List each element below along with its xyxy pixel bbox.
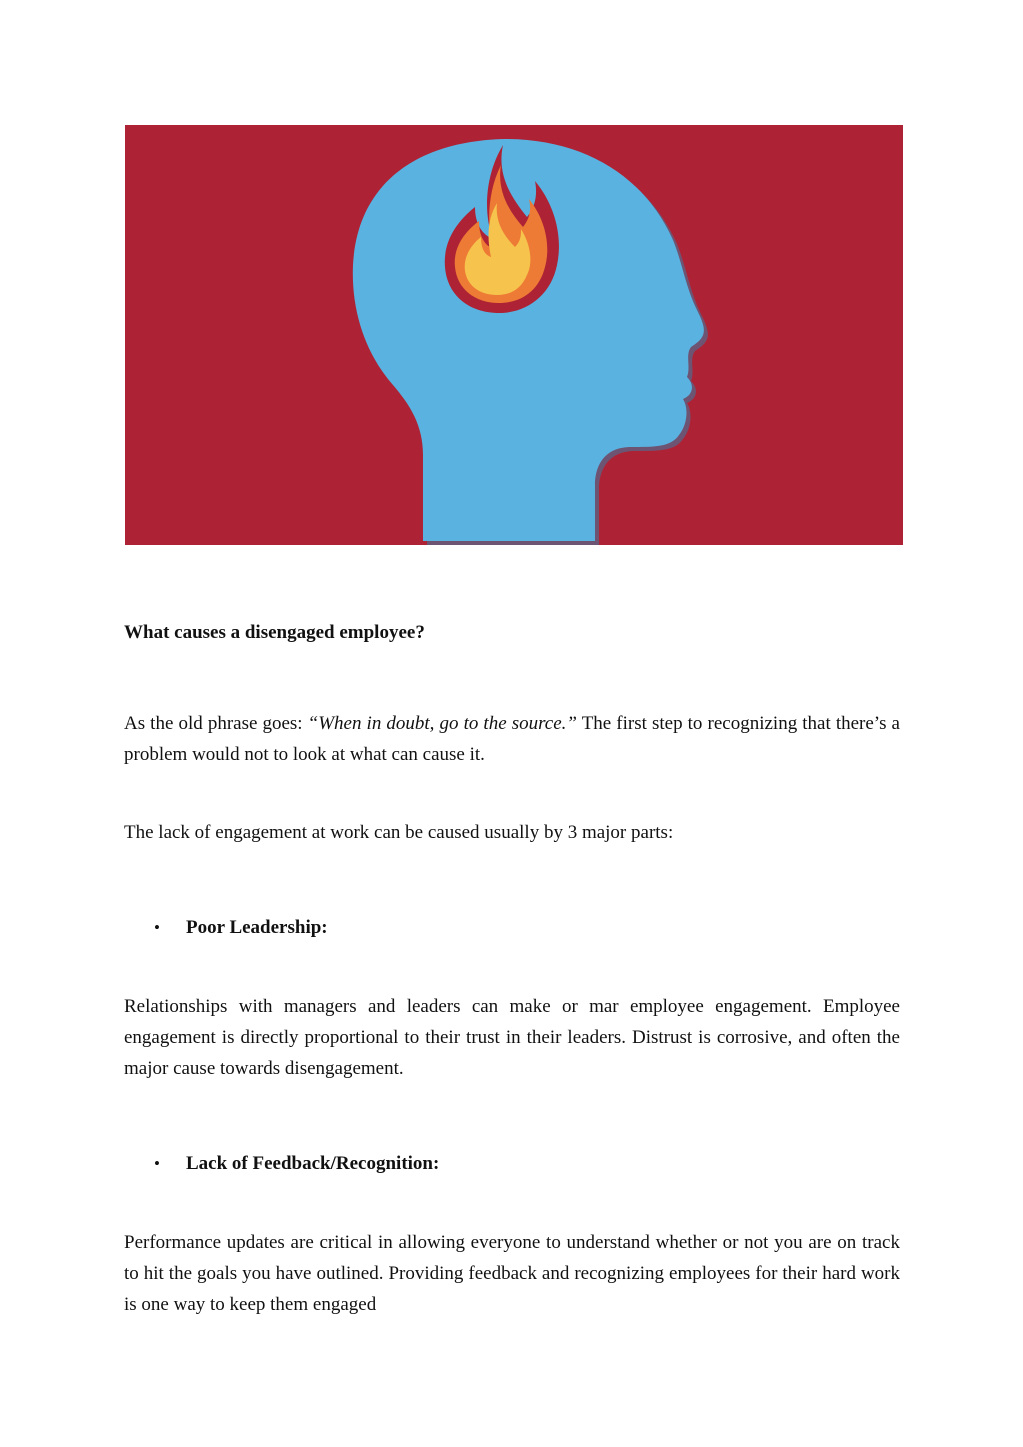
intro-quote: “When in doubt, go to the source.” bbox=[307, 713, 577, 734]
cause-body-poor-leadership: Relationships with managers and leaders can make or mar employee engagement. Employee engagement is directly proportional to their trust in their leaders. Distrust is corrosive, and often the major cause towards disengagement. bbox=[124, 996, 900, 1079]
intro-lead: As the old phrase goes: bbox=[124, 713, 308, 734]
intro-rest: The first step to recognizing that there’s a problem would not to look at what can cause it. bbox=[124, 713, 900, 765]
cause-title: Poor Leadership: bbox=[186, 917, 328, 938]
cause-body-lack-of-feedback: Performance updates are critical in allowing everyone to understand whether or not you are on track to hit the goals you have outlined. Providing feedback and recognizing employees for their hard work is one way to keep them engaged bbox=[124, 1232, 900, 1315]
section-heading: What causes a disengaged employee? bbox=[124, 622, 425, 643]
bullet-icon: • bbox=[154, 1154, 160, 1173]
intro-paragraph bbox=[124, 708, 900, 770]
cause-title: Lack of Feedback/Recognition: bbox=[186, 1153, 440, 1174]
hero-illustration bbox=[125, 125, 903, 545]
causes-intro: The lack of engagement at work can be caused usually by 3 major parts: bbox=[124, 822, 674, 843]
bullet-icon: • bbox=[154, 918, 160, 937]
